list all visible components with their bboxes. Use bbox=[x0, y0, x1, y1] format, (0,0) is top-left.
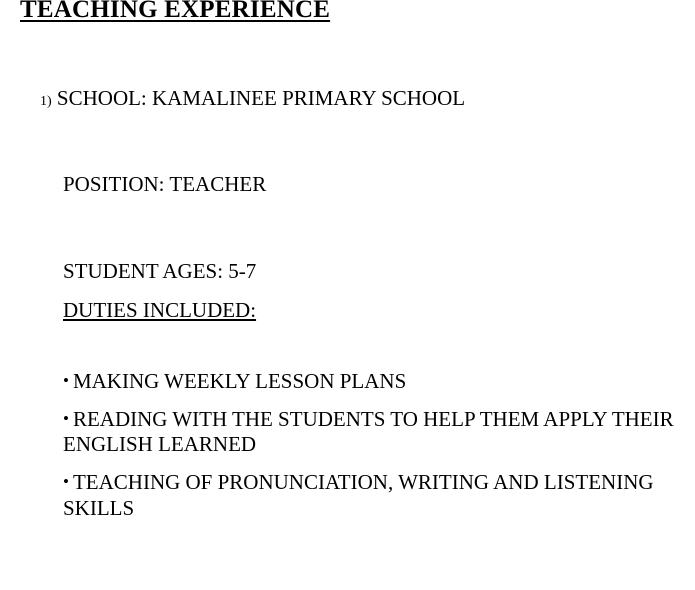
duties-list bbox=[63, 369, 680, 521]
experience-entry bbox=[40, 86, 680, 533]
school-text: SCHOOL: KAMALINEE PRIMARY SCHOOL bbox=[56, 86, 466, 110]
bullet-icon: • bbox=[63, 408, 69, 428]
list-item-text: TEACHING OF PRONUNCIATION, WRITING AND LISTENING SKILLS bbox=[63, 469, 654, 520]
school-line bbox=[40, 86, 680, 110]
duties-heading-text: DUTIES INCLUDED: bbox=[63, 298, 257, 323]
list-item bbox=[63, 369, 680, 395]
list-item-text: MAKING WEEKLY LESSON PLANS bbox=[72, 369, 407, 394]
duties-heading bbox=[63, 298, 680, 323]
page-title: TEACHING EXPERIENCE bbox=[20, 0, 331, 23]
position-line: POSITION: TEACHER bbox=[63, 172, 267, 197]
bullet-icon: • bbox=[63, 471, 69, 491]
list-item bbox=[63, 470, 680, 521]
bullet-icon: • bbox=[63, 371, 69, 391]
entry-number: 1) bbox=[40, 94, 52, 109]
list-item-text: READING WITH THE STUDENTS TO HELP THEM APPLY THEIR ENGLISH LEARNED bbox=[63, 406, 674, 457]
list-item bbox=[63, 407, 680, 458]
student-ages-line: STUDENT AGES: 5-7 bbox=[63, 259, 257, 284]
